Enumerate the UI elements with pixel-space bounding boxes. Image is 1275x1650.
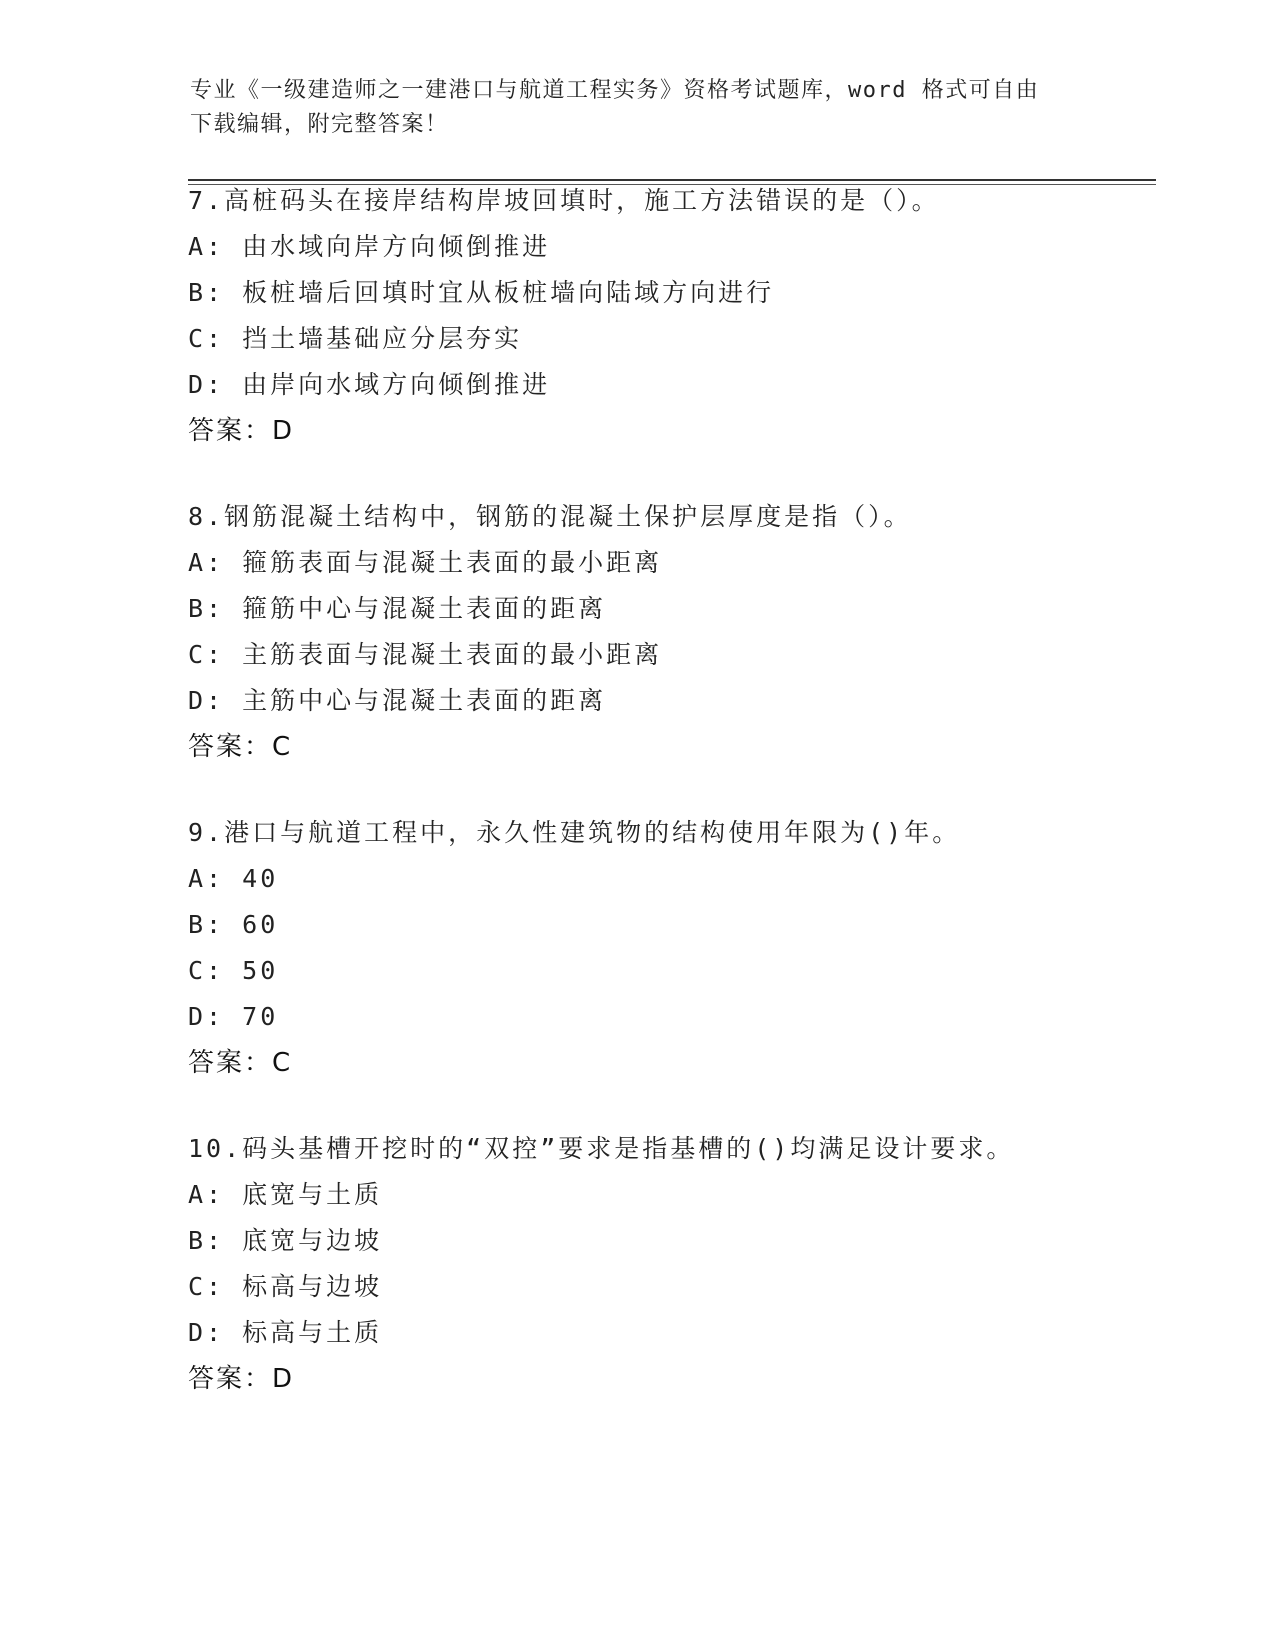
option-b: B: 60 <box>188 910 279 939</box>
option-c: C: 50 <box>188 956 279 985</box>
question-8 <box>188 494 1148 770</box>
option-a: A: 由水域向岸方向倾倒推进 <box>188 232 551 261</box>
option-b: B: 板桩墙后回填时宜从板桩墙向陆域方向进行 <box>188 278 775 307</box>
option-a: A: 箍筋表面与混凝土表面的最小距离 <box>188 548 663 577</box>
option-d: D: 70 <box>188 1002 279 1031</box>
option-b: B: 底宽与边坡 <box>188 1226 383 1255</box>
question-title: 10.码头基槽开挖时的“双控”要求是指基槽的()均满足设计要求。 <box>188 1134 1015 1163</box>
option-a: A: 40 <box>188 864 279 893</box>
header-line-2: 下载编辑，附完整答案！ <box>190 112 449 137</box>
option-a: A: 底宽与土质 <box>188 1180 383 1209</box>
answer-line: 答案：D <box>188 416 295 446</box>
answer-line: 答案：C <box>188 732 293 762</box>
option-d: D: 标高与土质 <box>188 1318 383 1347</box>
header-line-1: 专业《一级建造师之一建港口与航道工程实务》资格考试题库，word 格式可自由 <box>190 78 1040 103</box>
question-10 <box>188 1126 1148 1402</box>
question-title: 9.港口与航道工程中，永久性建筑物的结构使用年限为()年。 <box>188 818 961 847</box>
option-d: D: 主筋中心与混凝土表面的距离 <box>188 686 607 715</box>
option-c: C: 主筋表面与混凝土表面的最小距离 <box>188 640 663 669</box>
question-title: 8.钢筋混凝土结构中，钢筋的混凝土保护层厚度是指（）。 <box>188 502 912 531</box>
question-title: 7.高桩码头在接岸结构岸坡回填时，施工方法错误的是（）。 <box>188 186 940 215</box>
option-d: D: 由岸向水域方向倾倒推进 <box>188 370 551 399</box>
answer-line: 答案：D <box>188 1364 295 1394</box>
option-c: C: 挡土墙基础应分层夯实 <box>188 324 523 353</box>
document-header <box>190 74 1090 142</box>
option-c: C: 标高与边坡 <box>188 1272 383 1301</box>
answer-line: 答案：C <box>188 1048 293 1078</box>
question-9 <box>188 810 1148 1086</box>
option-b: B: 箍筋中心与混凝土表面的距离 <box>188 594 607 623</box>
question-7 <box>188 178 1148 454</box>
